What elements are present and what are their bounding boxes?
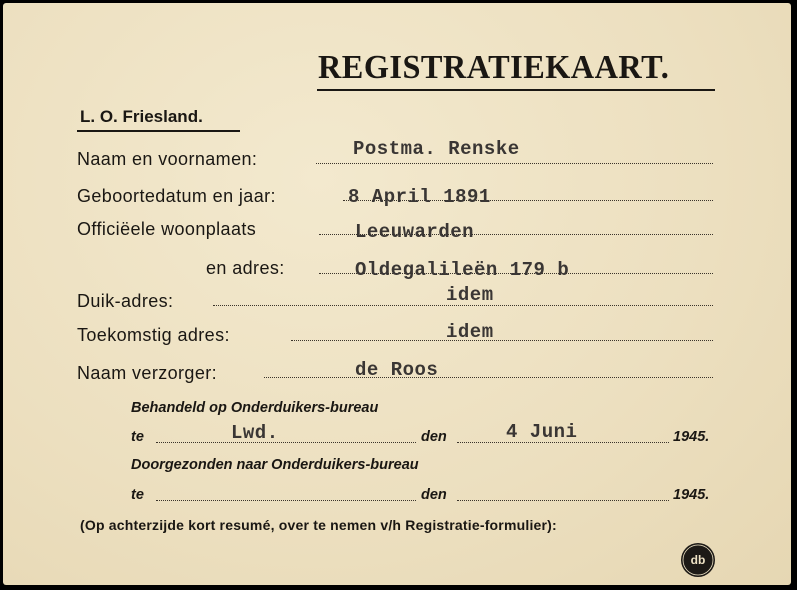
- adres-value: Oldegalileën 179 b: [355, 259, 570, 281]
- toekomstig-adres-dotted-line: [291, 340, 713, 341]
- behandeld-te-dotted-line: [156, 442, 416, 443]
- behandeld-te-label: te: [131, 429, 144, 445]
- behandeld-heading: Behandeld op Onderduikers-bureau: [131, 400, 379, 416]
- doorgezonden-te-label: te: [131, 487, 144, 503]
- woonplaats-value: Leeuwarden: [355, 221, 475, 243]
- title-underline: [317, 89, 715, 91]
- behandeld-te-value: Lwd.: [231, 422, 279, 444]
- verzorger-dotted-line: [264, 377, 713, 378]
- organization-underline: [77, 130, 240, 132]
- duik-adres-label: Duik-adres:: [77, 291, 174, 311]
- doorgezonden-den-dotted-line: [457, 500, 669, 501]
- doorgezonden-year: 1945.: [673, 487, 710, 503]
- behandeld-year: 1945.: [673, 429, 710, 445]
- logo-text: db: [690, 553, 706, 567]
- organization-name: L. O. Friesland.: [80, 107, 203, 126]
- verzorger-label: Naam verzorger:: [77, 363, 218, 383]
- printer-logo: [681, 543, 715, 577]
- doorgezonden-heading: Doorgezonden naar Onderduikers-bureau: [131, 457, 419, 473]
- naam-label: Naam en voornamen:: [77, 149, 258, 169]
- card-title: REGISTRATIEKAART.: [318, 49, 670, 86]
- geboorte-value: 8 April 1891: [348, 186, 491, 208]
- behandeld-den-value: 4 Juni: [506, 421, 578, 443]
- naam-value: Postma. Renske: [353, 138, 520, 160]
- behandeld-den-label: den: [421, 429, 447, 445]
- doorgezonden-te-dotted-line: [156, 500, 416, 501]
- adres-label: en adres:: [206, 258, 285, 278]
- printer-logo-icon: [681, 543, 715, 577]
- registration-card: [3, 3, 791, 585]
- doorgezonden-den-label: den: [421, 487, 447, 503]
- verzorger-value: de Roos: [355, 359, 439, 381]
- geboorte-label: Geboortedatum en jaar:: [77, 186, 276, 206]
- toekomstig-adres-label: Toekomstig adres:: [77, 325, 230, 345]
- naam-dotted-line: [316, 163, 713, 164]
- duik-adres-value: idem: [446, 284, 494, 306]
- toekomstig-adres-value: idem: [446, 321, 494, 343]
- woonplaats-label: Officiëele woonplaats: [77, 219, 257, 239]
- footer-note: (Op achterzijde kort resumé, over te nemen v/h Registratie-formulier):: [80, 517, 557, 533]
